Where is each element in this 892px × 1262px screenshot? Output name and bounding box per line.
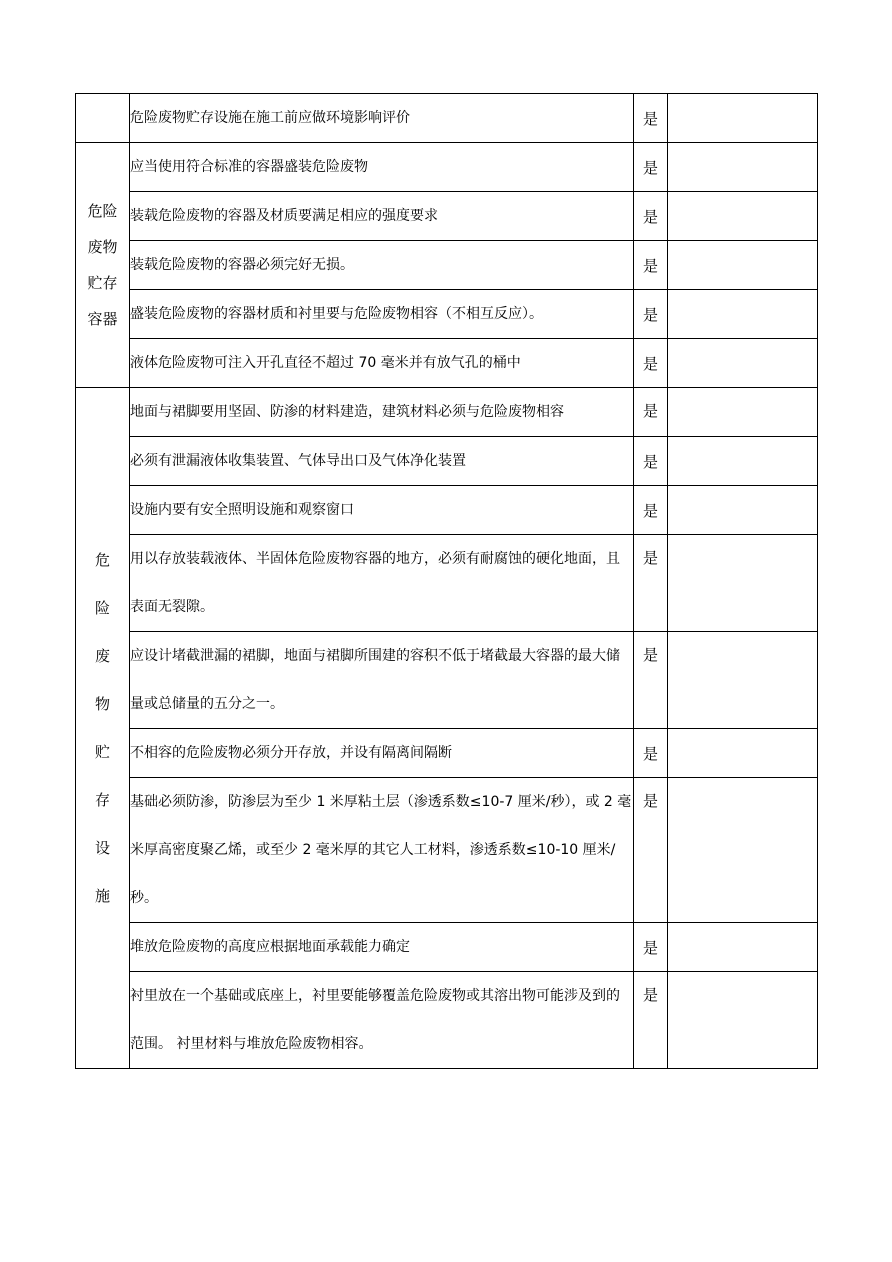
category-char: 贮存 bbox=[87, 274, 118, 292]
table-row bbox=[76, 192, 818, 241]
table-row bbox=[76, 535, 818, 632]
answer-cell: 是 bbox=[634, 729, 668, 778]
table-row bbox=[76, 972, 818, 1069]
category-char: 物 bbox=[94, 695, 110, 713]
category-cell-facility bbox=[76, 388, 130, 1069]
item-text: 盛装危险废物的容器材质和衬里要与危险废物相容（不相互反应）。 bbox=[130, 290, 634, 339]
answer-cell: 是 bbox=[634, 143, 668, 192]
item-text: 装载危险废物的容器及材质要满足相应的强度要求 bbox=[130, 192, 634, 241]
answer-cell: 是 bbox=[634, 94, 668, 143]
answer-cell: 是 bbox=[634, 241, 668, 290]
category-char: 险 bbox=[94, 599, 110, 617]
table-row bbox=[76, 632, 818, 729]
item-text: 不相容的危险废物必须分开存放，并设有隔离间隔断 bbox=[130, 729, 634, 778]
remark-cell bbox=[668, 972, 818, 1069]
remark-cell bbox=[668, 143, 818, 192]
remark-cell bbox=[668, 388, 818, 437]
item-text: 应设计堵截泄漏的裙脚，地面与裙脚所围建的容积不低于堵截最大容器的最大储量或总储量的五分之一。 bbox=[130, 632, 634, 729]
answer-cell: 是 bbox=[634, 192, 668, 241]
item-text: 基础必须防渗，防渗层为至少 1 米厚粘土层（渗透系数≤10-7 厘米/秒），或 2 毫米厚高密度聚乙烯，或至少 2 毫米厚的其它人工材料，渗透系数≤10-10 厘米/秒。 bbox=[130, 778, 634, 923]
table-row bbox=[76, 923, 818, 972]
category-char: 废物 bbox=[87, 238, 118, 256]
item-text: 堆放危险废物的高度应根据地面承载能力确定 bbox=[130, 923, 634, 972]
remark-cell bbox=[668, 290, 818, 339]
remark-cell bbox=[668, 339, 818, 388]
item-text: 危险废物贮存设施在施工前应做环境影响评价 bbox=[130, 94, 634, 143]
answer-cell: 是 bbox=[634, 290, 668, 339]
table-row bbox=[76, 486, 818, 535]
table-row bbox=[76, 778, 818, 923]
category-cell-empty bbox=[76, 94, 130, 143]
remark-cell bbox=[668, 192, 818, 241]
category-char: 存 bbox=[94, 791, 110, 809]
table-row bbox=[76, 94, 818, 143]
answer-cell: 是 bbox=[634, 535, 668, 632]
item-text: 液体危险废物可注入开孔直径不超过 70 毫米并有放气孔的桶中 bbox=[130, 339, 634, 388]
remark-cell bbox=[668, 778, 818, 923]
remark-cell bbox=[668, 486, 818, 535]
item-text: 设施内要有安全照明设施和观察窗口 bbox=[130, 486, 634, 535]
checklist-table bbox=[75, 93, 818, 1069]
answer-cell: 是 bbox=[634, 778, 668, 923]
answer-cell: 是 bbox=[634, 923, 668, 972]
remark-cell bbox=[668, 632, 818, 729]
answer-cell: 是 bbox=[634, 632, 668, 729]
table-row bbox=[76, 241, 818, 290]
remark-cell bbox=[668, 535, 818, 632]
answer-cell: 是 bbox=[634, 486, 668, 535]
checklist-body bbox=[76, 94, 818, 1069]
category-char: 容器 bbox=[87, 310, 118, 328]
category-char: 废 bbox=[94, 647, 110, 665]
table-row bbox=[76, 339, 818, 388]
category-cell-container bbox=[76, 143, 130, 388]
category-char: 危险 bbox=[87, 202, 118, 220]
answer-cell: 是 bbox=[634, 972, 668, 1069]
remark-cell bbox=[668, 241, 818, 290]
item-text: 用以存放装载液体、半固体危险废物容器的地方，必须有耐腐蚀的硬化地面，且表面无裂隙。 bbox=[130, 535, 634, 632]
answer-cell: 是 bbox=[634, 339, 668, 388]
category-char: 贮 bbox=[94, 743, 110, 761]
table-row bbox=[76, 388, 818, 437]
remark-cell bbox=[668, 729, 818, 778]
category-char: 施 bbox=[94, 887, 110, 905]
remark-cell bbox=[668, 94, 818, 143]
category-char: 危 bbox=[94, 551, 110, 569]
answer-cell: 是 bbox=[634, 388, 668, 437]
answer-cell: 是 bbox=[634, 437, 668, 486]
item-text: 地面与裙脚要用坚固、防渗的材料建造，建筑材料必须与危险废物相容 bbox=[130, 388, 634, 437]
table-row bbox=[76, 437, 818, 486]
item-text: 必须有泄漏液体收集装置、气体导出口及气体净化装置 bbox=[130, 437, 634, 486]
category-char: 设 bbox=[94, 839, 110, 857]
table-row bbox=[76, 143, 818, 192]
remark-cell bbox=[668, 437, 818, 486]
item-text: 衬里放在一个基础或底座上，衬里要能够覆盖危险废物或其溶出物可能涉及到的范围。 衬里材料与堆放危险废物相容。 bbox=[130, 972, 634, 1069]
table-row bbox=[76, 729, 818, 778]
item-text: 应当使用符合标准的容器盛装危险废物 bbox=[130, 143, 634, 192]
remark-cell bbox=[668, 923, 818, 972]
table-row bbox=[76, 290, 818, 339]
item-text: 装载危险废物的容器必须完好无损。 bbox=[130, 241, 634, 290]
